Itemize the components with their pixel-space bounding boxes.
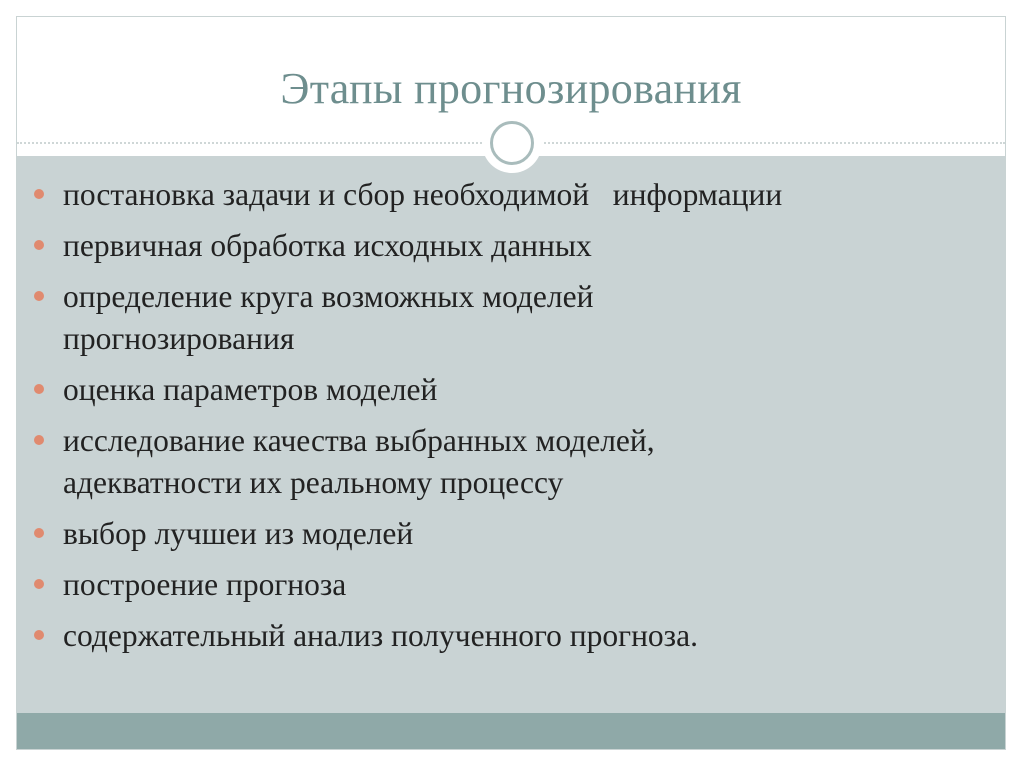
list-item-text: содержательный анализ полученного прогноза. bbox=[63, 618, 698, 653]
circle-ornament-icon bbox=[482, 113, 542, 173]
list-item-text: определение круга возможных моделей прогнозирования bbox=[63, 279, 594, 356]
list-item bbox=[17, 174, 1005, 216]
bullet-icon bbox=[34, 579, 44, 589]
list-item-text: исследование качества выбранных моделей, адекватности их реальному процессу bbox=[63, 423, 655, 500]
content-panel bbox=[17, 156, 1005, 713]
bullet-list bbox=[17, 174, 1005, 666]
list-item-text: выбор лучшеи из моделей bbox=[63, 516, 414, 551]
list-item bbox=[17, 369, 1005, 411]
bullet-icon bbox=[34, 291, 44, 301]
list-item bbox=[17, 420, 1005, 504]
list-item bbox=[17, 513, 1005, 555]
list-item-text: постановка задачи и сбор необходимой информации bbox=[63, 177, 783, 212]
slide-frame bbox=[16, 16, 1006, 750]
list-item bbox=[17, 615, 1005, 657]
list-item-text: оценка параметров моделей bbox=[63, 372, 438, 407]
list-item bbox=[17, 276, 1005, 360]
bullet-icon bbox=[34, 528, 44, 538]
bullet-icon bbox=[34, 630, 44, 640]
bullet-icon bbox=[34, 189, 44, 199]
bullet-icon bbox=[34, 240, 44, 250]
ring-icon bbox=[490, 121, 534, 165]
list-item bbox=[17, 564, 1005, 606]
slide-title: Этапы прогнозирования bbox=[280, 64, 742, 113]
footer-band bbox=[17, 713, 1005, 750]
list-item bbox=[17, 225, 1005, 267]
list-item-text: построение прогноза bbox=[63, 567, 347, 602]
list-item-text: первичная обработка исходных данных bbox=[63, 228, 592, 263]
bullet-icon bbox=[34, 435, 44, 445]
bullet-icon bbox=[34, 384, 44, 394]
